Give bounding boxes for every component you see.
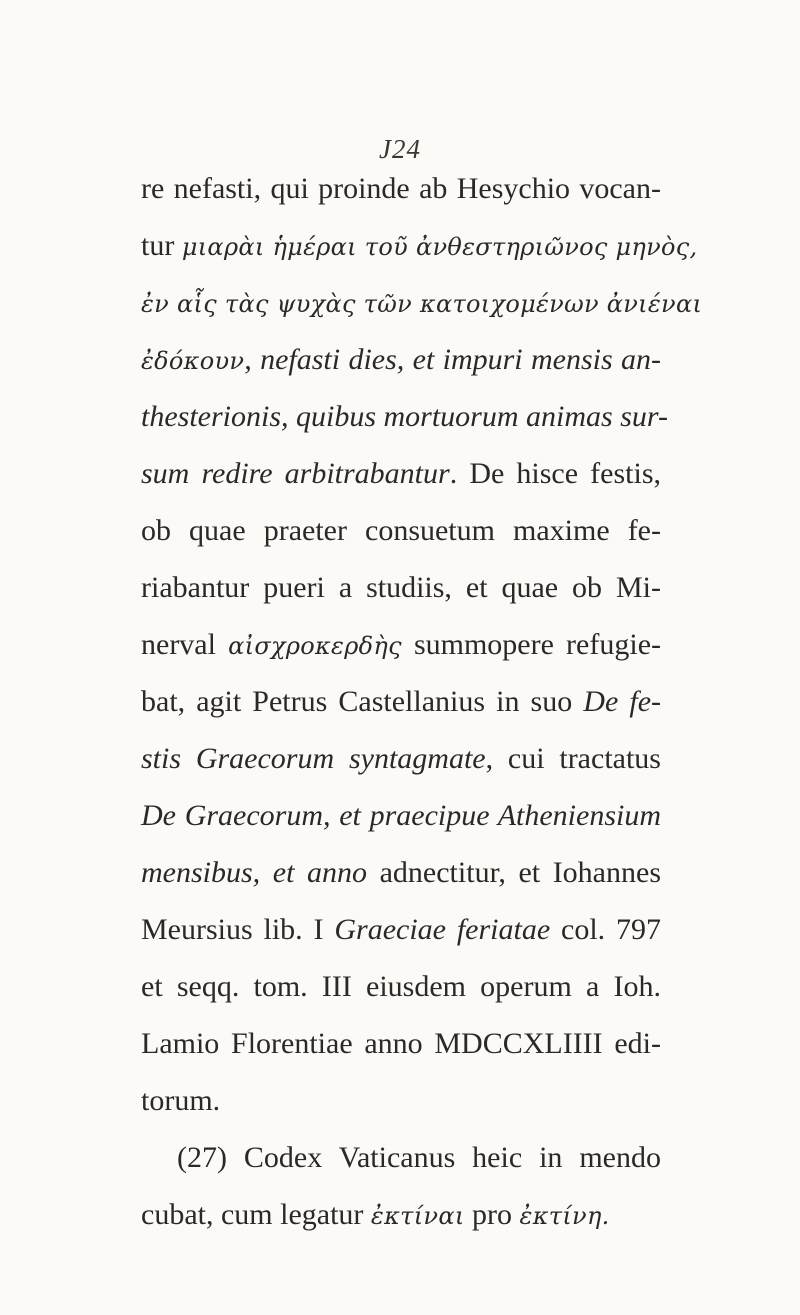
italic-text: , nefasti dies, et impuri mensis an- — [244, 343, 661, 376]
latin-text: riabantur pueri a studiis, et quae ob Mi- — [141, 571, 661, 604]
italic-text: mensibus, et anno — [141, 856, 368, 889]
greek-text: μιαρὰι ἡμέραι τοῦ ἀνθεστηριῶνος μηνὸς, — [181, 233, 698, 261]
latin-text: . De hisce festis, — [449, 457, 661, 490]
latin-text: re nefasti, qui proinde ab Hesychio vocan- — [141, 172, 661, 205]
italic-text: thesterionis, quibus mortuorum animas sur- — [141, 400, 668, 433]
text-line — [141, 1072, 661, 1129]
latin-text: Lamio Florentiae anno MDCCXLIIII edi- — [141, 1027, 661, 1060]
page-number: J24 — [379, 134, 421, 164]
latin-text: nerval — [141, 628, 229, 661]
text-line — [141, 217, 698, 274]
greek-text: αἰσχροκερδὴς — [228, 632, 402, 660]
text-line — [141, 1186, 661, 1243]
italic-text: De fe- — [583, 685, 662, 718]
latin-text: cubat, cum legatur — [141, 1198, 371, 1231]
text-line — [141, 331, 661, 388]
greek-text: ἐκτίνη. — [519, 1202, 610, 1230]
latin-text: (27) Codex Vaticanus heic in mendo — [177, 1141, 661, 1174]
text-line — [141, 1129, 661, 1186]
text-line — [141, 559, 661, 616]
latin-text: pro — [464, 1198, 520, 1231]
greek-text: ἐν αἷς τὰς ψυχὰς τῶν κατοιχομένων ἀνιέναι — [141, 290, 703, 318]
italic-text: Graeciae feriatae — [334, 913, 551, 946]
italic-text: stis Graecorum syntagmate — [141, 742, 486, 775]
text-line — [141, 445, 661, 502]
text-line — [141, 388, 668, 445]
latin-text: ob quae praeter consuetum maxime fe- — [141, 514, 661, 547]
latin-text: , cui tractatus — [485, 742, 661, 775]
greek-text: ἐκτίναι — [370, 1202, 465, 1230]
latin-text: summopere refugie- — [401, 628, 661, 661]
greek-text: ἐδόκουν — [141, 347, 245, 375]
latin-text: Meursius lib. I — [141, 913, 335, 946]
text-line — [141, 616, 661, 673]
italic-text: sum redire arbitrabantur — [141, 457, 450, 490]
text-line — [141, 1015, 661, 1072]
text-line — [141, 901, 661, 958]
latin-text: bat, agit Petrus Castellanius in suo — [141, 685, 584, 718]
text-line — [141, 787, 661, 844]
latin-text: torum. — [141, 1084, 221, 1117]
text-line — [141, 502, 661, 559]
text-line — [141, 160, 661, 217]
text-line — [141, 844, 661, 901]
latin-text: tur — [141, 229, 182, 262]
italic-text: De Graecorum, et praecipue Atheniensium — [141, 799, 661, 832]
text-line — [141, 673, 661, 730]
latin-text: adnectitur, et Iohannes — [367, 856, 661, 889]
text-line — [141, 958, 661, 1015]
text-line — [141, 730, 661, 787]
latin-text: et seqq. tom. III eiusdem operum a Ioh. — [141, 970, 661, 1003]
body-text — [141, 160, 703, 1243]
latin-text: col. 797 — [550, 913, 661, 946]
text-line — [141, 274, 703, 331]
